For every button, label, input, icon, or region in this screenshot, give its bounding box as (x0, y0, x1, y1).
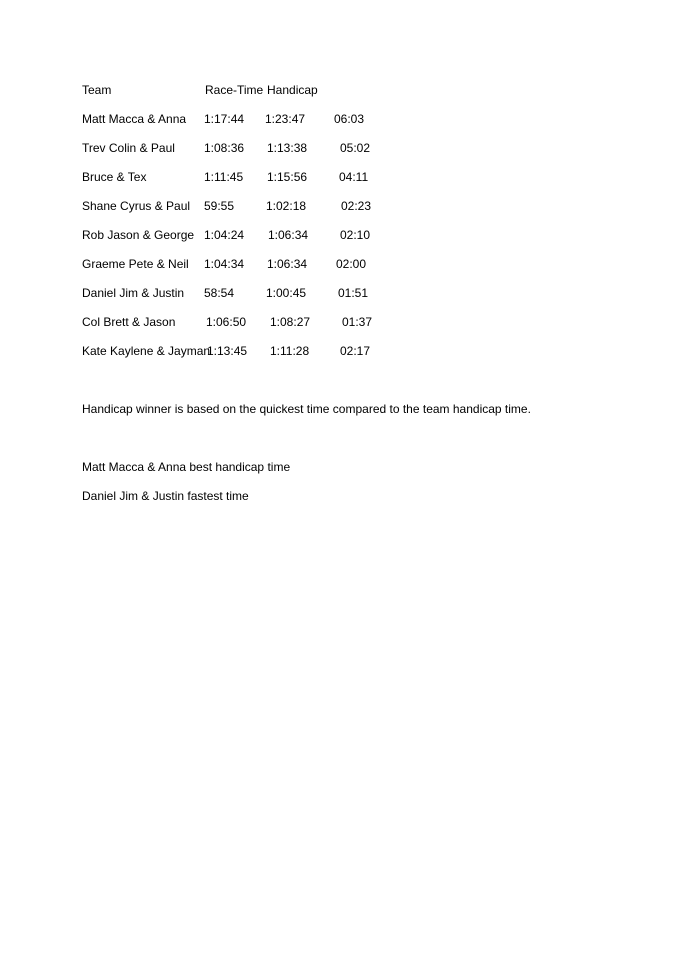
handicap-time: 1:13:38 (267, 141, 308, 155)
time-difference: 06:03 (334, 112, 365, 126)
team-name: Daniel Jim & Justin (82, 286, 185, 300)
time-difference: 04:11 (339, 170, 369, 184)
handicap-time: 1:11:28 (270, 344, 310, 358)
time-difference: 05:02 (340, 141, 371, 155)
best-handicap-note: Matt Macca & Anna best handicap time (82, 460, 291, 474)
time-difference: 01:51 (338, 286, 369, 300)
team-name: Rob Jason & George (82, 228, 195, 242)
race-time: 1:06:50 (206, 315, 247, 329)
race-time: 1:04:34 (204, 257, 245, 271)
race-time: 58:54 (204, 286, 235, 300)
team-name: Shane Cyrus & Paul (82, 199, 191, 213)
handicap-time: 1:06:34 (268, 228, 309, 242)
team-name: Bruce & Tex (82, 170, 147, 184)
team-name: Graeme Pete & Neil (82, 257, 189, 271)
fastest-time-note: Daniel Jim & Justin fastest time (82, 489, 249, 503)
time-difference: 02:10 (340, 228, 371, 242)
header-team: Team (82, 83, 112, 97)
race-time: 1:04:24 (204, 228, 245, 242)
time-difference: 02:17 (340, 344, 371, 358)
race-time: 59:55 (204, 199, 235, 213)
header-race-time: Race-Time (205, 83, 264, 97)
race-time: 1:17:44 (204, 112, 245, 126)
handicap-time: 1:00:45 (266, 286, 307, 300)
handicap-explanation: Handicap winner is based on the quickest time compared to the team handicap time. (82, 402, 531, 416)
handicap-time: 1:08:27 (270, 315, 311, 329)
time-difference: 02:23 (341, 199, 372, 213)
time-difference: 01:37 (342, 315, 373, 329)
team-name: Matt Macca & Anna (82, 112, 187, 126)
time-difference: 02:00 (336, 257, 367, 271)
race-time: 1:08:36 (204, 141, 245, 155)
handicap-time: 1:02:18 (266, 199, 307, 213)
race-time: 1:13:45 (207, 344, 248, 358)
team-name: Kate Kaylene & Jayman (82, 344, 211, 358)
handicap-time: 1:15:56 (267, 170, 308, 184)
handicap-time: 1:23:47 (265, 112, 306, 126)
handicap-time: 1:06:34 (267, 257, 308, 271)
header-handicap: Handicap (267, 83, 318, 97)
team-name: Col Brett & Jason (82, 315, 176, 329)
race-time: 1:11:45 (204, 170, 244, 184)
team-name: Trev Colin & Paul (82, 141, 175, 155)
